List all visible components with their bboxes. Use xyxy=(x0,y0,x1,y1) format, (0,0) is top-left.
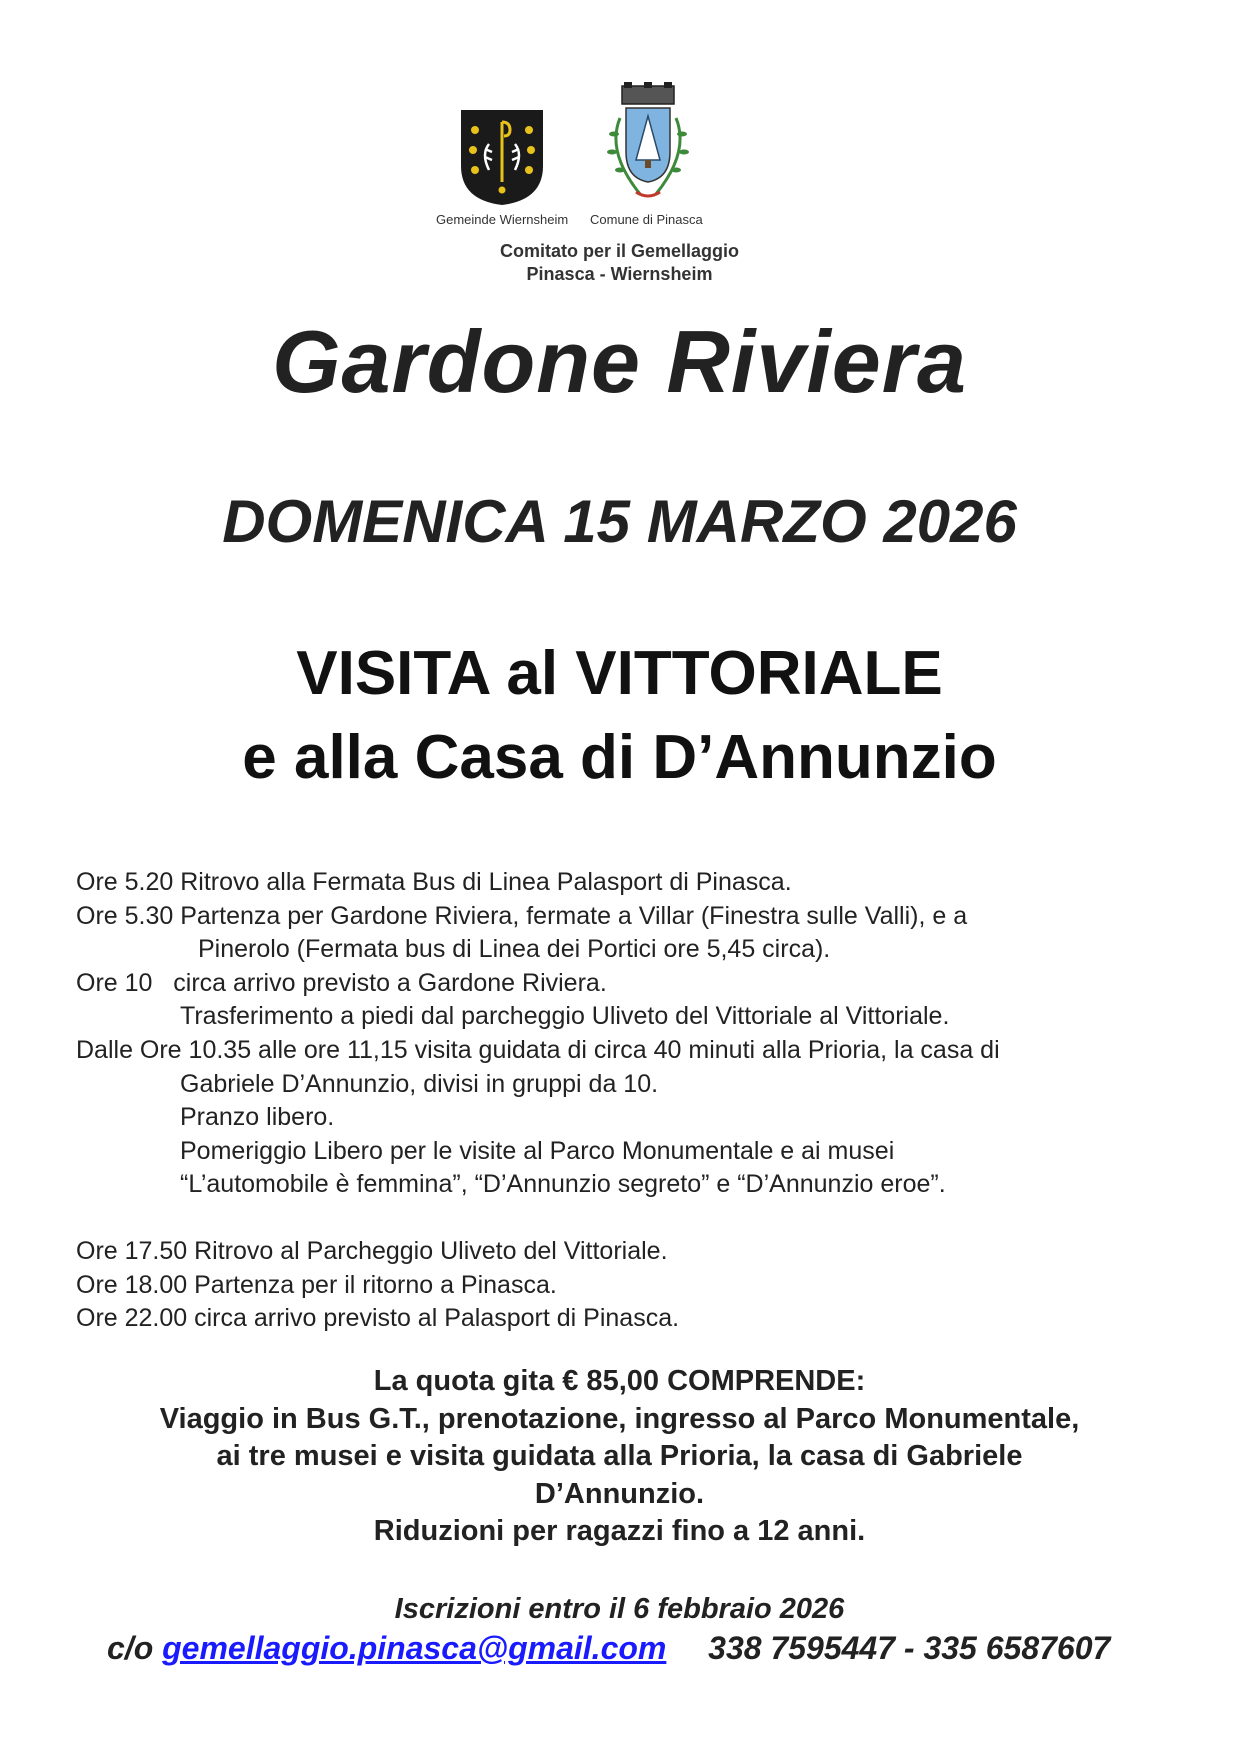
page-title: Gardone Riviera xyxy=(272,312,967,411)
schedule-line: Ore 5.20 Ritrovo alla Fermata Bus di Linea Palasport di Pinasca. xyxy=(76,868,792,896)
schedule-line: Gabriele D’Annunzio, divisi in gruppi da 10. xyxy=(180,1069,659,1098)
schedule xyxy=(76,866,1196,1336)
contact-prefix: c/o xyxy=(107,1630,154,1666)
wiernsheim-caption: Gemeinde Wiernsheim xyxy=(436,212,569,227)
quota-line: D’Annunzio. xyxy=(534,1477,705,1510)
schedule-line: Trasferimento a piedi dal parcheggio Uliveto del Vittoriale al Vittoriale. xyxy=(180,1002,950,1031)
event-headline xyxy=(0,632,1239,800)
schedule-line: Ore 5.30 Partenza per Gardone Riviera, fermate a Villar (Finestra sulle Valli), e a xyxy=(76,901,968,930)
email-link[interactable]: gemellaggio.pinasca@gmail.com xyxy=(162,1630,667,1666)
pinasca-caption: Comune di Pinasca xyxy=(590,212,703,227)
enrollment-deadline: Iscrizioni entro il 6 febbraio 2026 xyxy=(394,1593,845,1625)
schedule-line: Ore 10 circa arrivo previsto a Gardone Riviera. xyxy=(76,968,607,997)
contact-line xyxy=(107,1628,1110,1668)
committee-name xyxy=(0,240,1239,286)
quota-line: ai tre musei e visita guidata alla Prioria, la casa di Gabriele xyxy=(216,1440,1023,1472)
schedule-line: “L’automobile è femmina”, “D’Annunzio segreto” e “D’Annunzio eroe”. xyxy=(180,1170,946,1199)
schedule-line: Pranzo libero. xyxy=(180,1103,335,1132)
price-info xyxy=(0,1363,1239,1551)
wiernsheim-crest-icon xyxy=(459,108,545,206)
event-date: DOMENICA 15 MARZO 2026 xyxy=(222,488,1017,555)
quota-line: Riduzioni per ragazzi fino a 12 anni. xyxy=(373,1515,866,1547)
quota-line: La quota gita € 85,00 COMPRENDE: xyxy=(373,1365,866,1397)
quota-line: Viaggio in Bus G.T., prenotazione, ingresso al Parco Monumentale, xyxy=(159,1402,1080,1435)
schedule-line: Ore 18.00 Partenza per il ritorno a Pinasca. xyxy=(76,1270,557,1299)
schedule-line: Ore 17.50 Ritrovo al Parcheggio Uliveto del Vittoriale. xyxy=(76,1236,668,1265)
schedule-line: Pinerolo (Fermata bus di Linea dei Portici ore 5,45 circa). xyxy=(198,935,831,964)
headline-line-1: VISITA al VITTORIALE xyxy=(296,639,943,708)
schedule-line: Pomeriggio Libero per le visite al Parco Monumentale e ai musei xyxy=(180,1136,895,1165)
schedule-line: Ore 22.00 circa arrivo previsto al Palasport di Pinasca. xyxy=(76,1304,680,1333)
pinasca-crest-icon xyxy=(596,82,700,212)
schedule-line: Dalle Ore 10.35 alle ore 11,15 visita guidata di circa 40 minuti alla Prioria, la casa di xyxy=(76,1035,1000,1064)
logo-header xyxy=(0,70,1239,200)
headline-line-2: e alla Casa di D’Annunzio xyxy=(242,723,997,792)
committee-line-1: Comitato per il Gemellaggio xyxy=(499,241,740,261)
schedule-spacer xyxy=(76,1202,1196,1235)
phone-numbers: 338 7595447 - 335 6587607 xyxy=(708,1630,1111,1666)
committee-line-2: Pinasca - Wiernsheim xyxy=(526,264,713,284)
